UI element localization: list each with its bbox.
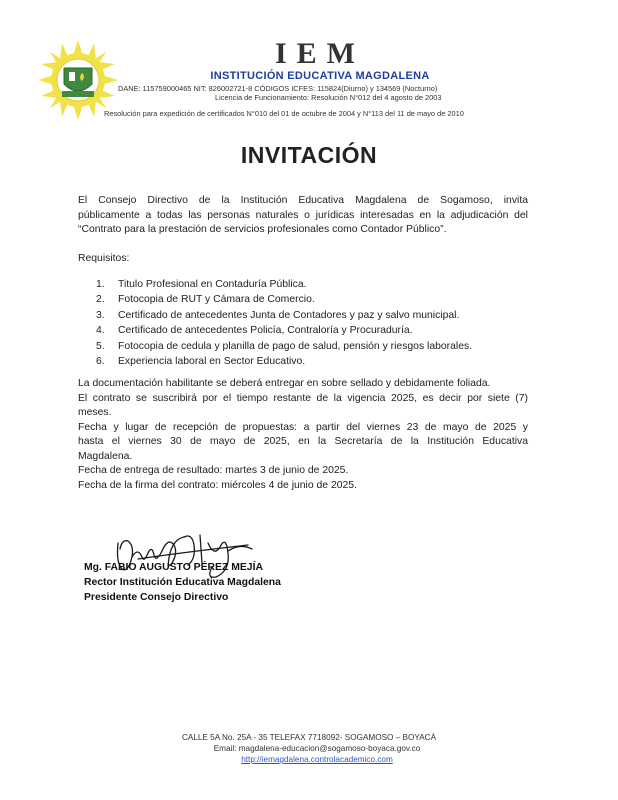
requirements-label: Requisitos: [78,253,130,264]
details-line: Fecha de la firma del contrato: miércoles 4 de junio de 2025. [78,479,357,491]
details-line: El contrato se suscribirá por el tiempo restante de la vigencia 2025, es decir por siete (7) [78,392,528,404]
list-item [96,339,536,354]
intro-line: públicamente a todas las personas naturales o jurídicas interesadas en la adjudicación del [78,209,528,221]
details-line: Fecha y lugar de recepción de propuestas: a partir del viernes 23 de mayo de 2025 y [78,421,528,433]
item-text: Titulo Profesional en Contaduría Pública. [118,279,307,290]
details-line: La documentación habilitante se deberá entregar en sobre sellado y debidamente foliada. [78,378,491,389]
item-number: 3. [96,309,105,321]
handwritten-signature [108,523,258,583]
requirements-list [96,277,536,369]
certificate-resolution: Resolución para expedición de certificados N°010 del 01 de octubre de 2004 y N°113 del 11 de mayo de 2010 [104,109,464,118]
item-text: Certificado de antecedentes Junta de Contadores y paz y salvo municipal. [118,309,460,321]
item-number: 5. [96,340,105,352]
item-text: Fotocopia de cedula y planilla de pago de salud, pensión y riesgos laborales. [118,340,473,352]
intro-line: El Consejo Directivo de la Institución Educativa Magdalena de Sogamoso, invita [78,195,528,206]
list-item [96,354,536,369]
item-text: Experiencia laboral en Sector Educativo. [118,356,306,368]
item-text: Certificado de antecedentes Policía, Contraloría y Procuraduría. [118,325,413,337]
details-paragraph [78,377,528,493]
details-line: hasta el viernes 30 de mayo de 2025, en la Secretaría de la Institución Educativa [78,436,528,447]
footer-website-link[interactable]: http://iemagdalena.controlacademico.com [241,755,393,764]
institution-codes: DANE: 115759000465 NIT: 826002721-8 CÓDIGOS ICFES: 115824(Diurno) y 134569 (Nocturno) [118,84,438,93]
item-number: 6. [96,356,105,368]
intro-paragraph [78,194,528,238]
list-item [96,277,536,292]
item-text: Fotocopia de RUT y Cámara de Comercio. [118,294,315,306]
item-number: 1. [96,279,105,290]
list-item [96,323,536,338]
footer-address: CALLE 5A No. 25A - 35 TELEFAX 7718092- SOGAMOSO – BOYACÁ [181,733,437,742]
signatory-role-secondary: Presidente Consejo Directivo [84,592,229,603]
operating-license: Licencia de Funcionamiento: Resolución N°012 del 4 agosto de 2003 [215,93,442,102]
item-number: 2. [96,294,105,306]
institution-name: INSTITUCIÓN EDUCATIVA MAGDALENA [210,70,430,82]
item-number: 4. [96,325,105,337]
intro-line: “Contrato para la prestación de servicios profesionales como Contador Público”. [78,224,447,235]
details-line: meses. [78,407,112,418]
institution-acronym: IEM [275,37,365,70]
signatory-role: Rector Institución Educativa Magdalena [84,577,281,588]
signatory-name: Mg. FABIO AUGUSTO PÉREZ MEJÍA [84,562,263,573]
details-line: Magdalena. [78,450,133,462]
details-line: Fecha de entrega de resultado: martes 3 de junio de 2025. [78,465,349,476]
list-item [96,308,536,323]
footer-email: Email: magdalena-educacion@sogamoso-boyaca.gov.co [213,744,421,753]
list-item [96,292,536,307]
document-title: INVITACIÓN [240,142,378,168]
